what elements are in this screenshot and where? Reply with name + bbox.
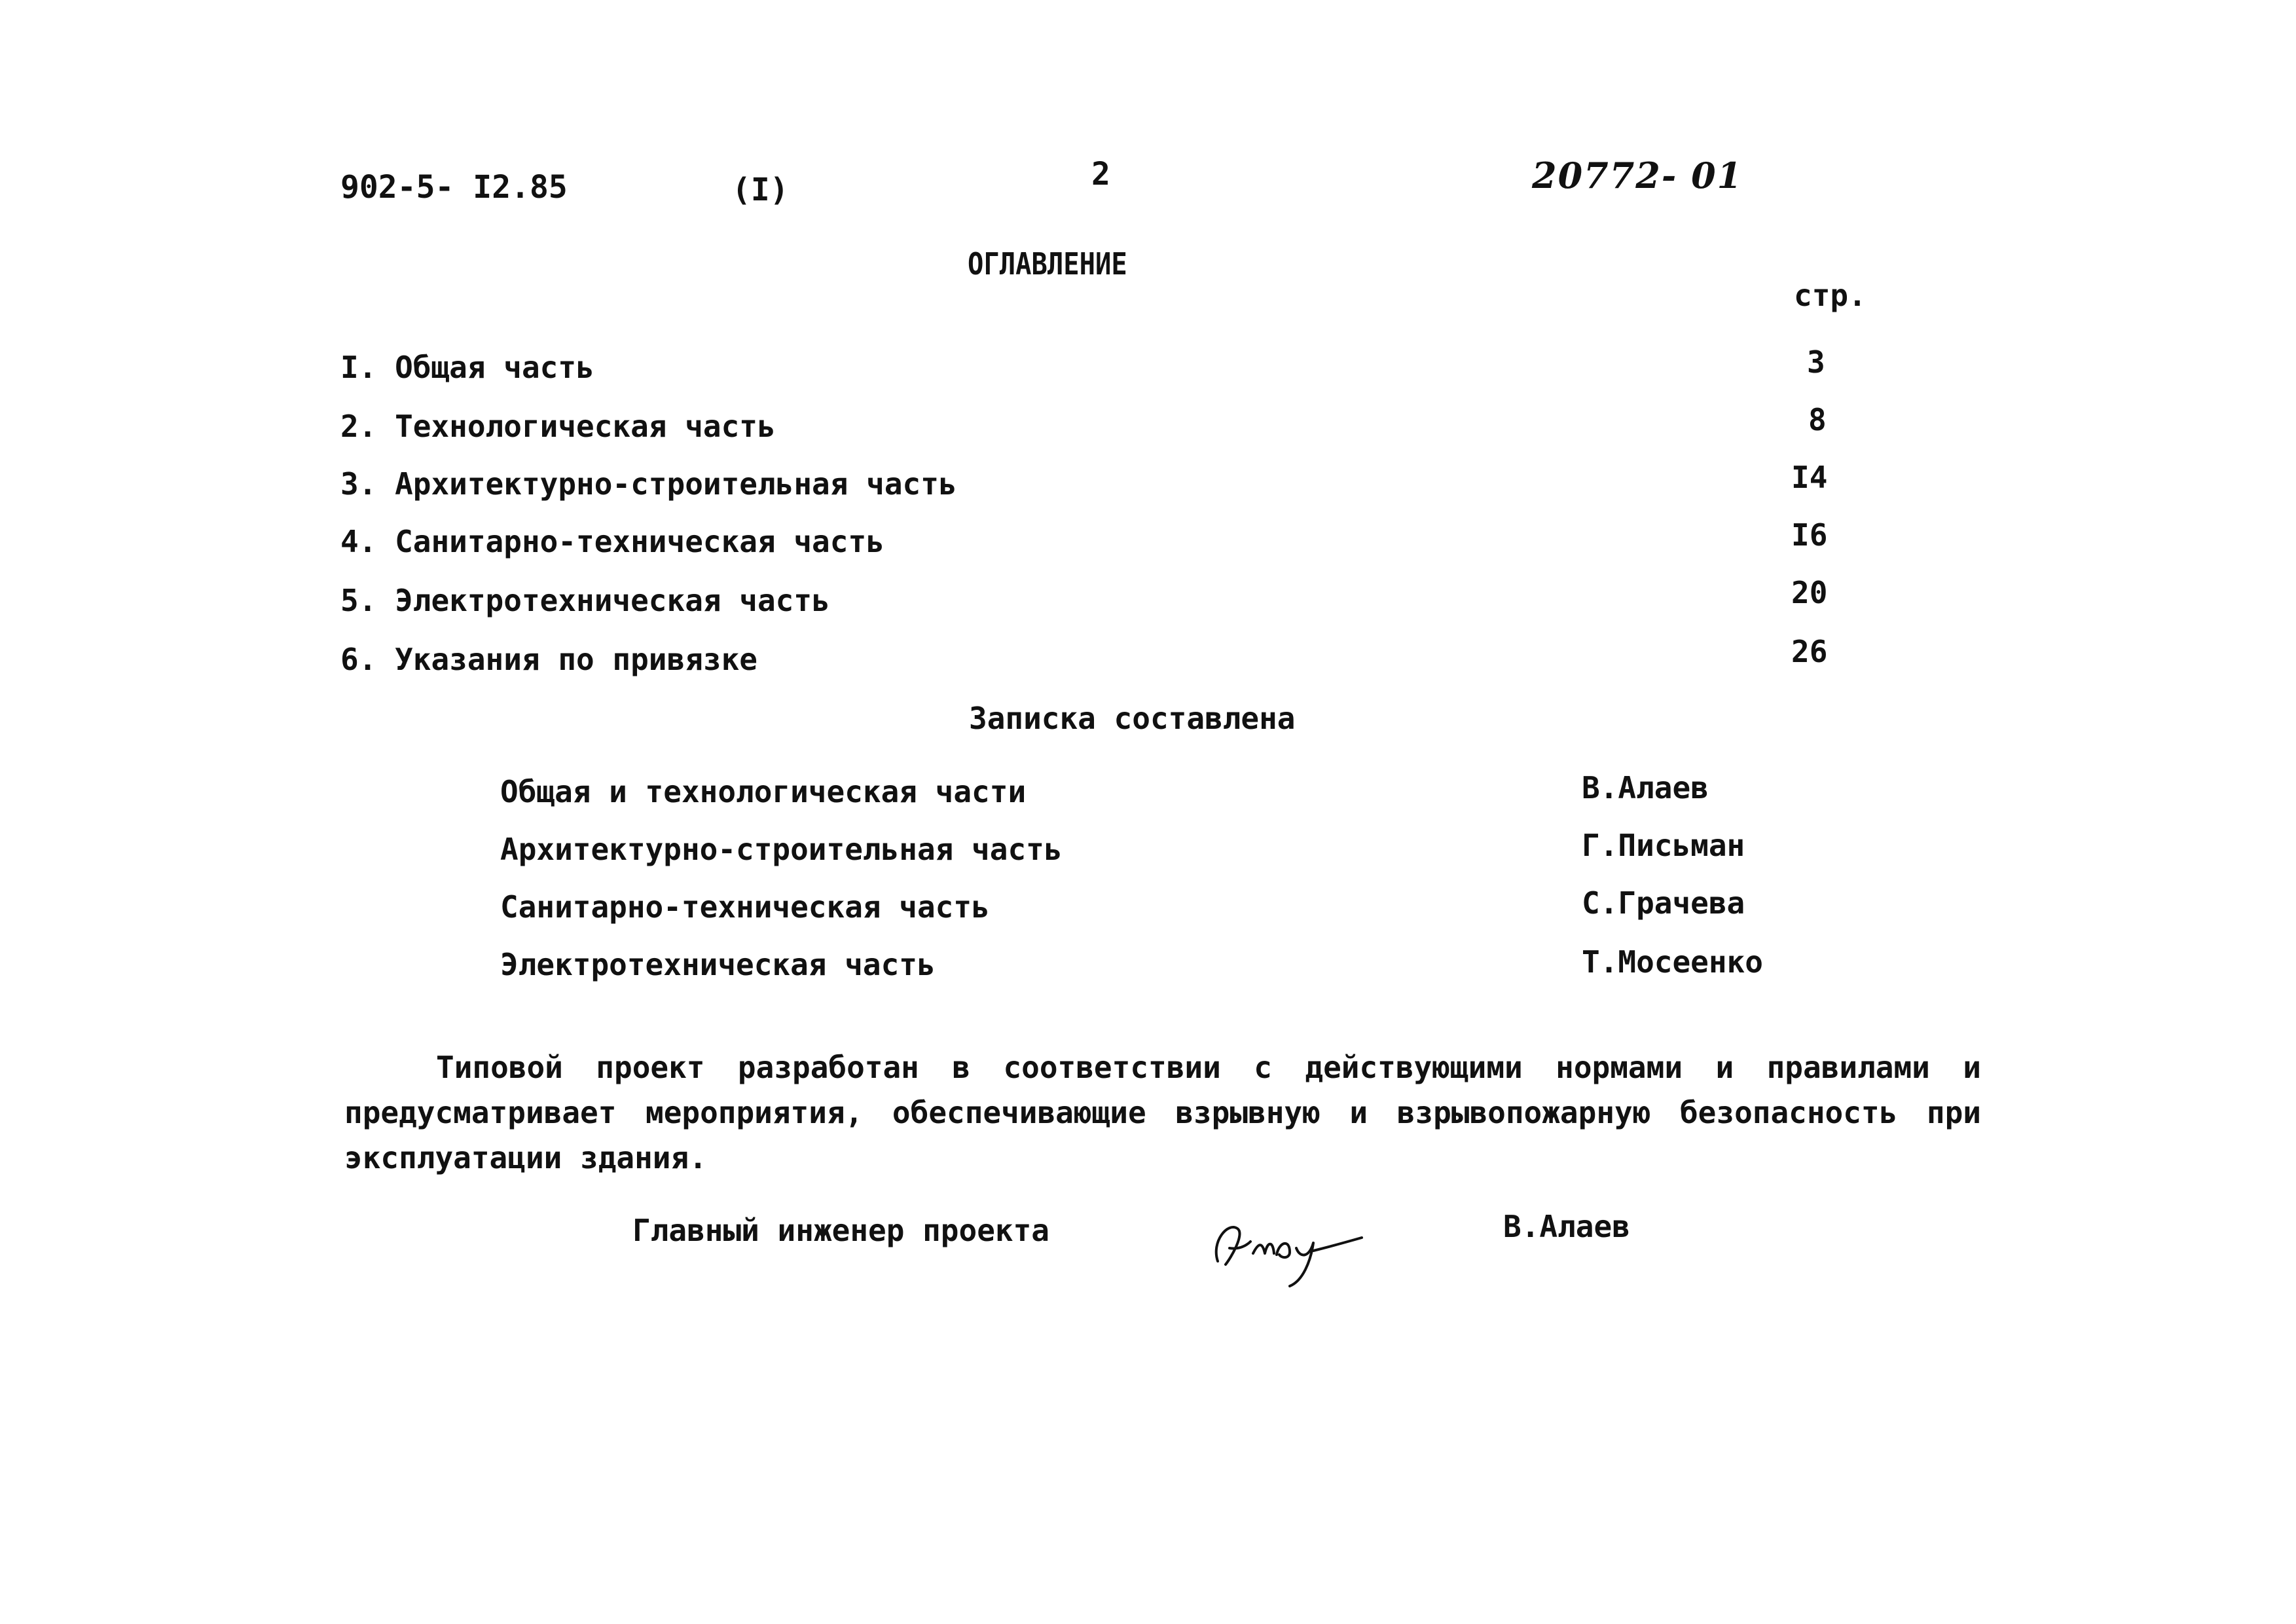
statement-text: Типовой проект разработан в соответствии с действующими нормами и правилами и предусматривает мероприятия, обеспечивающие взрывную и взрывопожарную безопасность при эксплуатации здания. [344,1050,1981,1175]
author-row-name: Г.Письман [1582,828,1745,863]
author-row-name: С.Грачева [1582,885,1745,921]
toc-item-page: 8 [1808,402,1827,437]
toc-title: ОГЛАВЛЕНИЕ [968,246,1127,282]
author-row-part: Общая и технологическая части [500,774,1027,809]
signature [1198,1196,1394,1287]
volume-number: (I) [732,172,789,208]
signoff-name: В.Алаев [1503,1209,1630,1244]
toc-item-page: I4 [1791,460,1828,495]
author-row-part: Электротехническая часть [500,947,936,982]
inventory-number: 20772- 01 [1532,155,1743,196]
toc-item-label: 2. Технологическая часть [340,409,776,444]
signoff-role: Главный инженер проекта [632,1213,1049,1248]
authors-title: Записка составлена [969,701,1296,736]
signature-graphic [1198,1196,1394,1287]
author-row-part: Архитектурно-строительная часть [500,832,1063,867]
toc-item-label: 3. Архитектурно-строительная часть [340,466,957,502]
toc-item-label: 6. Указания по привязке [340,642,757,677]
toc-page-column-label: стр. [1794,278,1867,313]
author-row-name: В.Алаев [1582,770,1709,805]
toc-item-label: 4. Санитарно-техническая часть [340,524,884,559]
toc-item-label: 5. Электротехническая часть [340,583,830,618]
toc-item-page: 3 [1807,344,1825,380]
toc-item-label: I. Общая часть [340,350,594,385]
author-row-part: Санитарно-техническая часть [500,889,990,925]
author-row-name: Т.Мосеенко [1582,944,1763,980]
statement-paragraph [344,1045,1981,1181]
toc-item-page: I6 [1791,517,1828,553]
page-number: 2 [1091,156,1110,193]
document-code: 902-5- I2.85 [340,169,568,206]
toc-item-page: 20 [1791,575,1828,610]
toc-item-page: 26 [1791,634,1828,669]
